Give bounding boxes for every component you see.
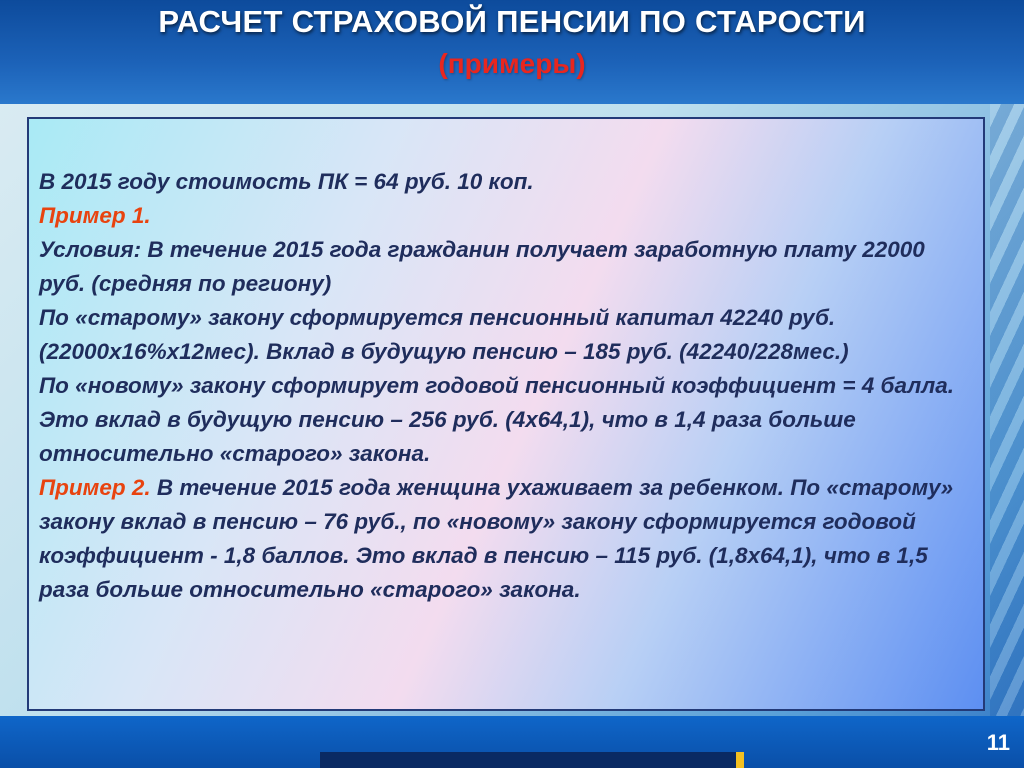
example-1-new-law: По «новому» закону сформирует годовой пенсионный коэффициент = 4 балла. Это вклад в будущую пенсию – 256 руб. (4х64,1), что в 1,4 раза больше относительно «старого» закона. (39, 373, 955, 466)
example-2-text: В течение 2015 года женщина ухаживает за ребенком. По «старому» закону вклад в пенсию – 76 руб., по «новому» закону сформируется годовой коэффициент - 1,8 баллов. Это вклад в пенсию – 115 руб. (1,8х64,1), что в 1,5 раза больше относительно «старого» закона. (39, 475, 954, 602)
example-1-conditions: Условия: В течение 2015 года гражданин получает заработную плату 22000 руб. (средняя по региону) (39, 237, 925, 296)
example-2-paragraph (39, 471, 977, 607)
content-text (39, 165, 977, 607)
content-panel (27, 117, 985, 711)
footer-accent-tick (736, 752, 744, 768)
page-number: 11 (986, 730, 1010, 755)
footer-accent-bar (320, 752, 740, 768)
decorative-stripes (990, 104, 1024, 716)
example-1-label: Пример 1. (39, 203, 151, 228)
slide-header (0, 0, 1024, 104)
pk-cost-line: В 2015 году стоимость ПК = 64 руб. 10 коп. (39, 169, 534, 194)
slide-subtitle: (примеры) (438, 48, 586, 79)
example-1-old-law: По «старому» закону сформируется пенсионный капитал 42240 руб.(22000х16%х12мес). Вклад в будущую пенсию – 185 руб. (42240/228мес.) (39, 305, 849, 364)
example-2-label: Пример 2. (39, 475, 151, 500)
slide-title: РАСЧЕТ СТРАХОВОЙ ПЕНСИИ ПО СТАРОСТИ (158, 4, 866, 39)
